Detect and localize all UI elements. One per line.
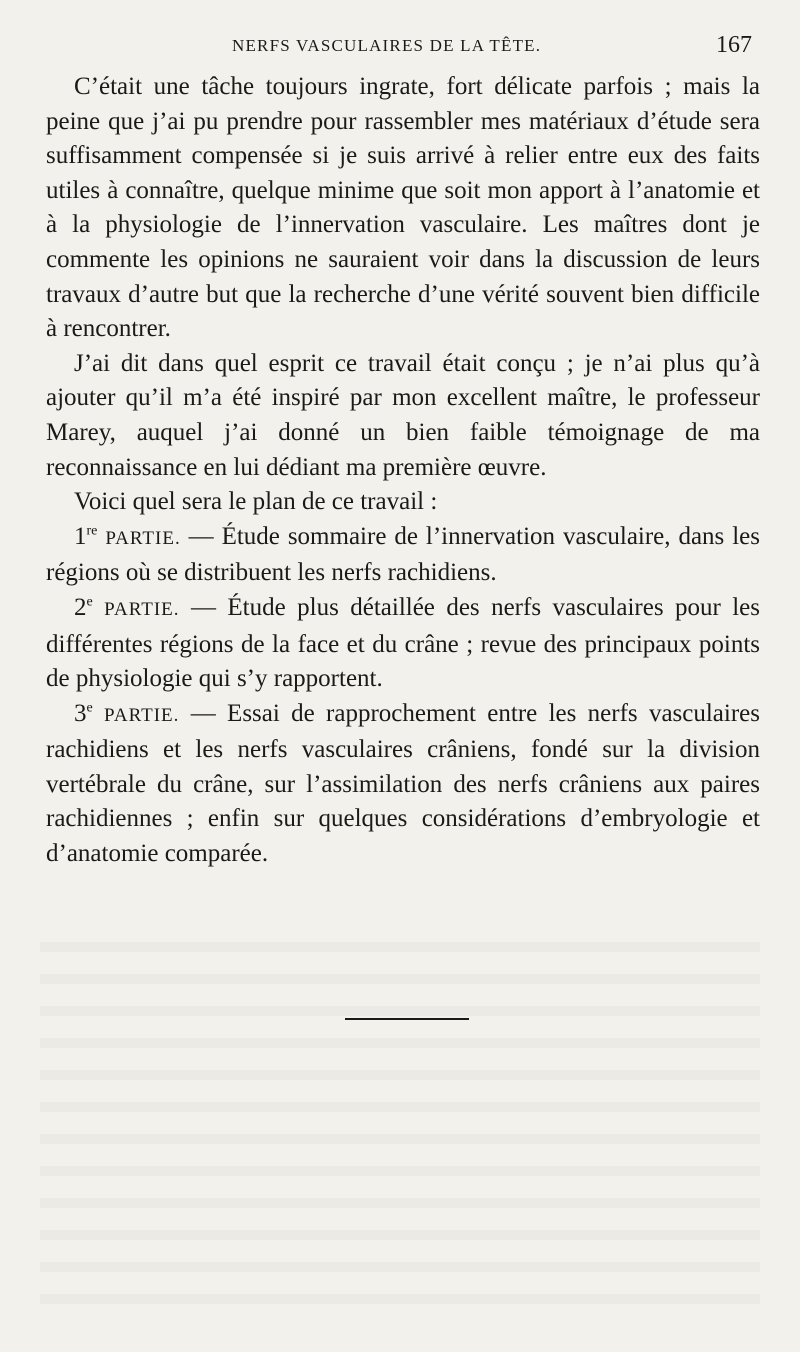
part-label: PARTIE. bbox=[104, 598, 180, 620]
part-1-item bbox=[46, 520, 760, 591]
running-title: NERFS VASCULAIRES DE LA TÊTE. bbox=[232, 36, 542, 55]
part-label: PARTIE. bbox=[105, 527, 181, 549]
part-label: PARTIE. bbox=[104, 704, 180, 726]
part-2-item bbox=[46, 591, 760, 697]
page-number: 167 bbox=[716, 32, 752, 58]
page-header bbox=[48, 30, 752, 64]
paragraph: Voici quel sera le plan de ce travail : bbox=[74, 488, 438, 516]
part-number: 2 bbox=[74, 593, 87, 621]
part-description: — Étude sommaire de l’innervation vasculaire, dans les régions où se distribuent les nerfs rachidiens. bbox=[46, 522, 760, 587]
section-separator-rule bbox=[345, 1018, 469, 1020]
body-text bbox=[46, 70, 760, 872]
part-description: — Étude plus détaillée des nerfs vasculaires pour les différentes régions de la face et du crâne ; revue des principaux points de physiologie qui s’y rapportent. bbox=[46, 593, 760, 693]
part-number: 3 bbox=[74, 699, 87, 727]
part-3-item bbox=[46, 697, 760, 872]
part-ordinal: e bbox=[86, 700, 93, 716]
part-description: — Essai de rapprochement entre les nerfs vasculaires rachidiens et les nerfs vasculaires crâniens, fondé sur la division vertébrale du crâne, sur l’assimilation des nerfs crâniens aux paires rachidiennes ; enfin sur quelques considérations d’embryologie et d’anatomie comparée. bbox=[46, 699, 760, 868]
part-ordinal: re bbox=[86, 523, 98, 539]
paragraph: C’était une tâche toujours ingrate, fort délicate parfois ; mais la peine que j’ai pu prendre pour rassembler mes matériaux d’étude sera suffisamment compensée si je suis arrivé à relier entre eux des faits utiles à connaître, quelque minime que soit mon apport à l’anatomie et à la physiologie de l’innervation vasculaire. Les maîtres dont je commente les opinions ne sauraient voir dans la discussion de leurs travaux d’autre but que la recherche d’une vérité souvent bien difficile à rencontrer. bbox=[46, 73, 760, 343]
part-number: 1 bbox=[74, 522, 87, 550]
paragraph: J’ai dit dans quel esprit ce travail était conçu ; je n’ai plus qu’à ajouter qu’il m’a été inspiré par mon excellent maître, le professeur Marey, auquel j’ai donné un bien faible témoignage de ma reconnaissance en lui dédiant ma première œuvre. bbox=[46, 349, 760, 481]
part-ordinal: e bbox=[86, 594, 93, 610]
show-through-texture bbox=[40, 920, 760, 1320]
